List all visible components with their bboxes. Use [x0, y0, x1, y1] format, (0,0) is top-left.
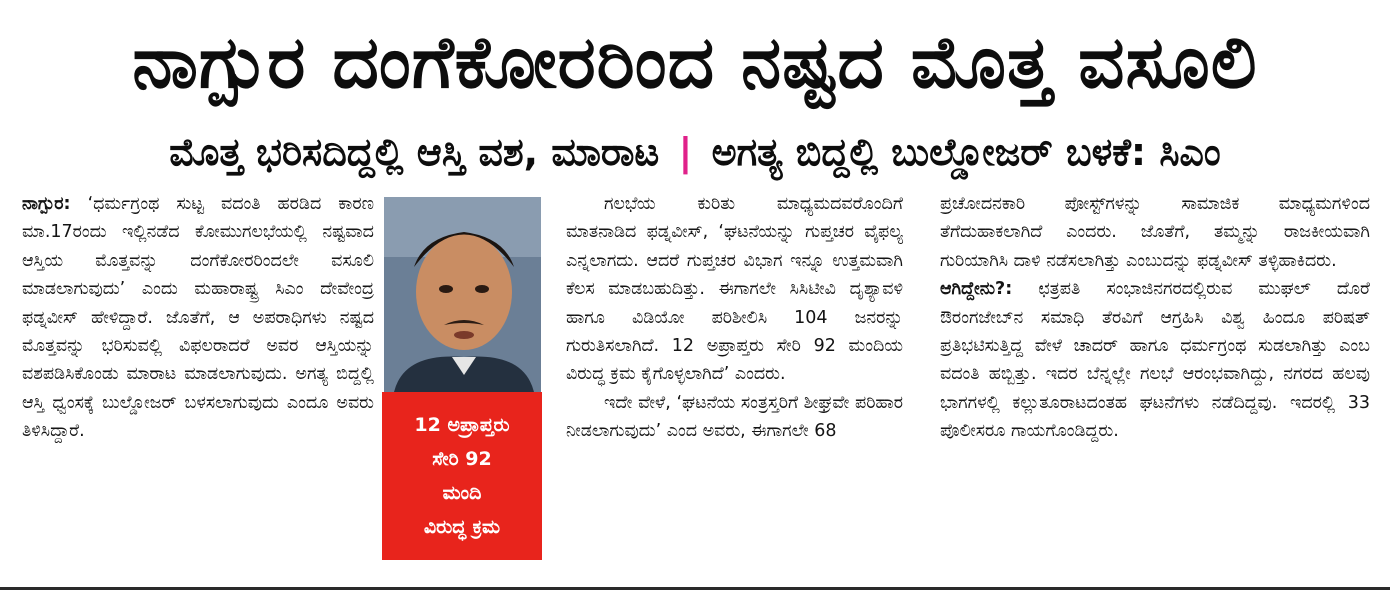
callout-line-1: 12 ಅಪ್ರಾಪ್ತರು	[414, 414, 510, 436]
subheadline	[0, 122, 1390, 182]
article-column-1	[22, 190, 374, 446]
column3-para1: ಪ್ರಚೋದನಕಾರಿ ಪೋಸ್ಟ್‌ಗಳನ್ನು ಸಾಮಾಜಿಕ ಮಾಧ್ಯಮಗಳಿಂದ ತೆಗೆದುಹಾಕಲಾಗಿದೆ ಎಂದರು. ಜೊತೆಗೆ, ತಮ್ಮನ್ನು ರಾಜಕೀಯವಾಗಿ ಗುರಿಯಾಗಿಸಿ ದಾಳಿ ನಡೆಸಲಾಗಿತ್ತು ಎಂಬುದನ್ನು ಫಡ್ನವೀಸ್ ತಳ್ಳಿಹಾಕಿದರು.	[940, 194, 1370, 271]
column2-para2: ಇದೇ ವೇಳೆ, ‘ಘಟನೆಯ ಸಂತ್ರಸ್ತರಿಗೆ ಶೀಘ್ರವೇ ಪರಿಹಾರ ನೀಡಲಾಗುವುದು’ ಎಂದ ಅವರು, ಈಗಾಗಲೇ 68	[566, 392, 903, 442]
subhead-part2: ಅಗತ್ಯ ಬಿದ್ದಲ್ಲಿ ಬುಲ್ಡೋಜರ್ ಬಳಕೆ: ಸಿಎಂ	[711, 130, 1221, 174]
article-column-2	[566, 190, 903, 446]
article-column-3	[940, 190, 1370, 446]
bottom-rule	[0, 587, 1390, 590]
callout-line-4: ವಿರುದ್ಧ ಕ್ರಮ	[423, 516, 501, 538]
section-lead: ಆಗಿದ್ದೇನು?:	[940, 279, 1013, 300]
callout-line-2: ಸೇರಿ 92	[432, 448, 492, 470]
portrait-illustration	[384, 197, 541, 392]
cm-photo	[384, 197, 541, 392]
dateline: ನಾಗ್ಪುರ:	[22, 194, 71, 214]
column2-para1: ಗಲಭೆಯ ಕುರಿತು ಮಾಧ್ಯಮದವರೊಂದಿಗೆ ಮಾತನಾಡಿದ ಫಡ್ನವೀಸ್, ‘ಘಟನೆಯನ್ನು ಗುಪ್ತಚರ ವೈಫಲ್ಯ ಎನ್ನಲಾಗದು. ಆದರೆ ಗುಪ್ತಚರ ವಿಭಾಗ ಇನ್ನೂ ಉತ್ತಮವಾಗಿ ಕೆಲಸ ಮಾಡಬಹುದಿತ್ತು. ಈಗಾಗಲೇ ಸಿಸಿಟೀವಿ ದೃಶ್ಯಾವಳಿ ಹಾಗೂ ವಿಡಿಯೋ ಪರಿಶೀಲಿಸಿ 104 ಜನರನ್ನು ಗುರುತಿಸಲಾಗಿದೆ. 12 ಅಪ್ರಾಪ್ತರು ಸೇರಿ 92 ಮಂದಿಯ ವಿರುದ್ಧ ಕ್ರಮ ಕೈಗೊಳ್ಳಲಾಗಿದೆ’ ಎಂದರು.	[566, 194, 903, 385]
subhead-part1: ಮೊತ್ತ ಭರಿಸದಿದ್ದಲ್ಲಿ ಆಸ್ತಿ ವಶ, ಮಾರಾಟ	[169, 130, 660, 174]
callout-line-3: ಮಂದಿ	[442, 482, 482, 504]
column3-para2: ಛತ್ರಪತಿ ಸಂಭಾಜಿನಗರದಲ್ಲಿರುವ ಮುಘಲ್ ದೊರೆ ಔರಂಗಜೇಬ್‌ನ ಸಮಾಧಿ ತೆರವಿಗೆ ಆಗ್ರಹಿಸಿ ವಿಶ್ವ ಹಿಂದೂ ಪರಿಷತ್ ಪ್ರತಿಭಟಿಸುತ್ತಿದ್ದ ವೇಳೆ ಚಾದರ್ ಹಾಗೂ ಧರ್ಮಗ್ರಂಥ ಸುಡಲಾಗಿತ್ತು ಎಂಬ ವದಂತಿ ಹಬ್ಬಿತ್ತು. ಇದರ ಬೆನ್ನಲ್ಲೇ ಗಲಭೆ ಆರಂಭವಾಗಿದ್ದು, ನಗರದ ಹಲವು ಭಾಗಗಳಲ್ಲಿ ಕಲ್ಲುತೂರಾಟದಂತಹ ಘಟನೆಗಳು ನಡೆದಿದ್ದವು. ಇದರಲ್ಲಿ 33 ಪೊಲೀಸರೂ ಗಾಯಗೊಂಡಿದ್ದರು.	[940, 279, 1370, 442]
headline: ನಾಗ್ಪುರ ದಂಗೆಕೋರರಿಂದ ನಷ್ಟದ ಮೊತ್ತ ವಸೂಲಿ	[132, 20, 1258, 104]
callout-box	[382, 392, 542, 560]
subhead-separator: |	[678, 130, 693, 174]
column1-text: ‘ಧರ್ಮಗ್ರಂಥ ಸುಟ್ಟ ವದಂತಿ ಹರಡಿದ ಕಾರಣ ಮಾ.17ರಂದು ಇಲ್ಲಿನಡೆದ ಕೋಮುಗಲಭೆಯಲ್ಲಿ ನಷ್ಟವಾದ ಆಸ್ತಿಯ ಮೊತ್ತವನ್ನು ದಂಗೆಕೋರರಿಂದಲೇ ವಸೂಲಿ ಮಾಡಲಾಗುವುದು’ ಎಂದು ಮಹಾರಾಷ್ಟ್ರ ಸಿಎಂ ದೇವೇಂದ್ರ ಫಡ್ನವೀಸ್ ಹೇಳಿದ್ದಾರೆ. ಜೊತೆಗೆ, ಆ ಅಪರಾಧಿಗಳು ನಷ್ಟದ ಮೊತ್ತವನ್ನು ಭರಿಸುವಲ್ಲಿ ವಿಫಲರಾದರೆ ಅವರ ಆಸ್ತಿಯನ್ನು ವಶಪಡಿಸಿಕೊಂಡು ಮಾರಾಟ ಮಾಡಲಾಗುವುದು. ಅಗತ್ಯ ಬಿದ್ದಲ್ಲಿ ಆಸ್ತಿ ಧ್ವಂಸಕ್ಕೆ ಬುಲ್ಡೋಜರ್ ಬಳಸಲಾಗುವುದು ಎಂದೂ ಅವರು ತಿಳಿಸಿದ್ದಾರೆ.	[22, 194, 374, 442]
